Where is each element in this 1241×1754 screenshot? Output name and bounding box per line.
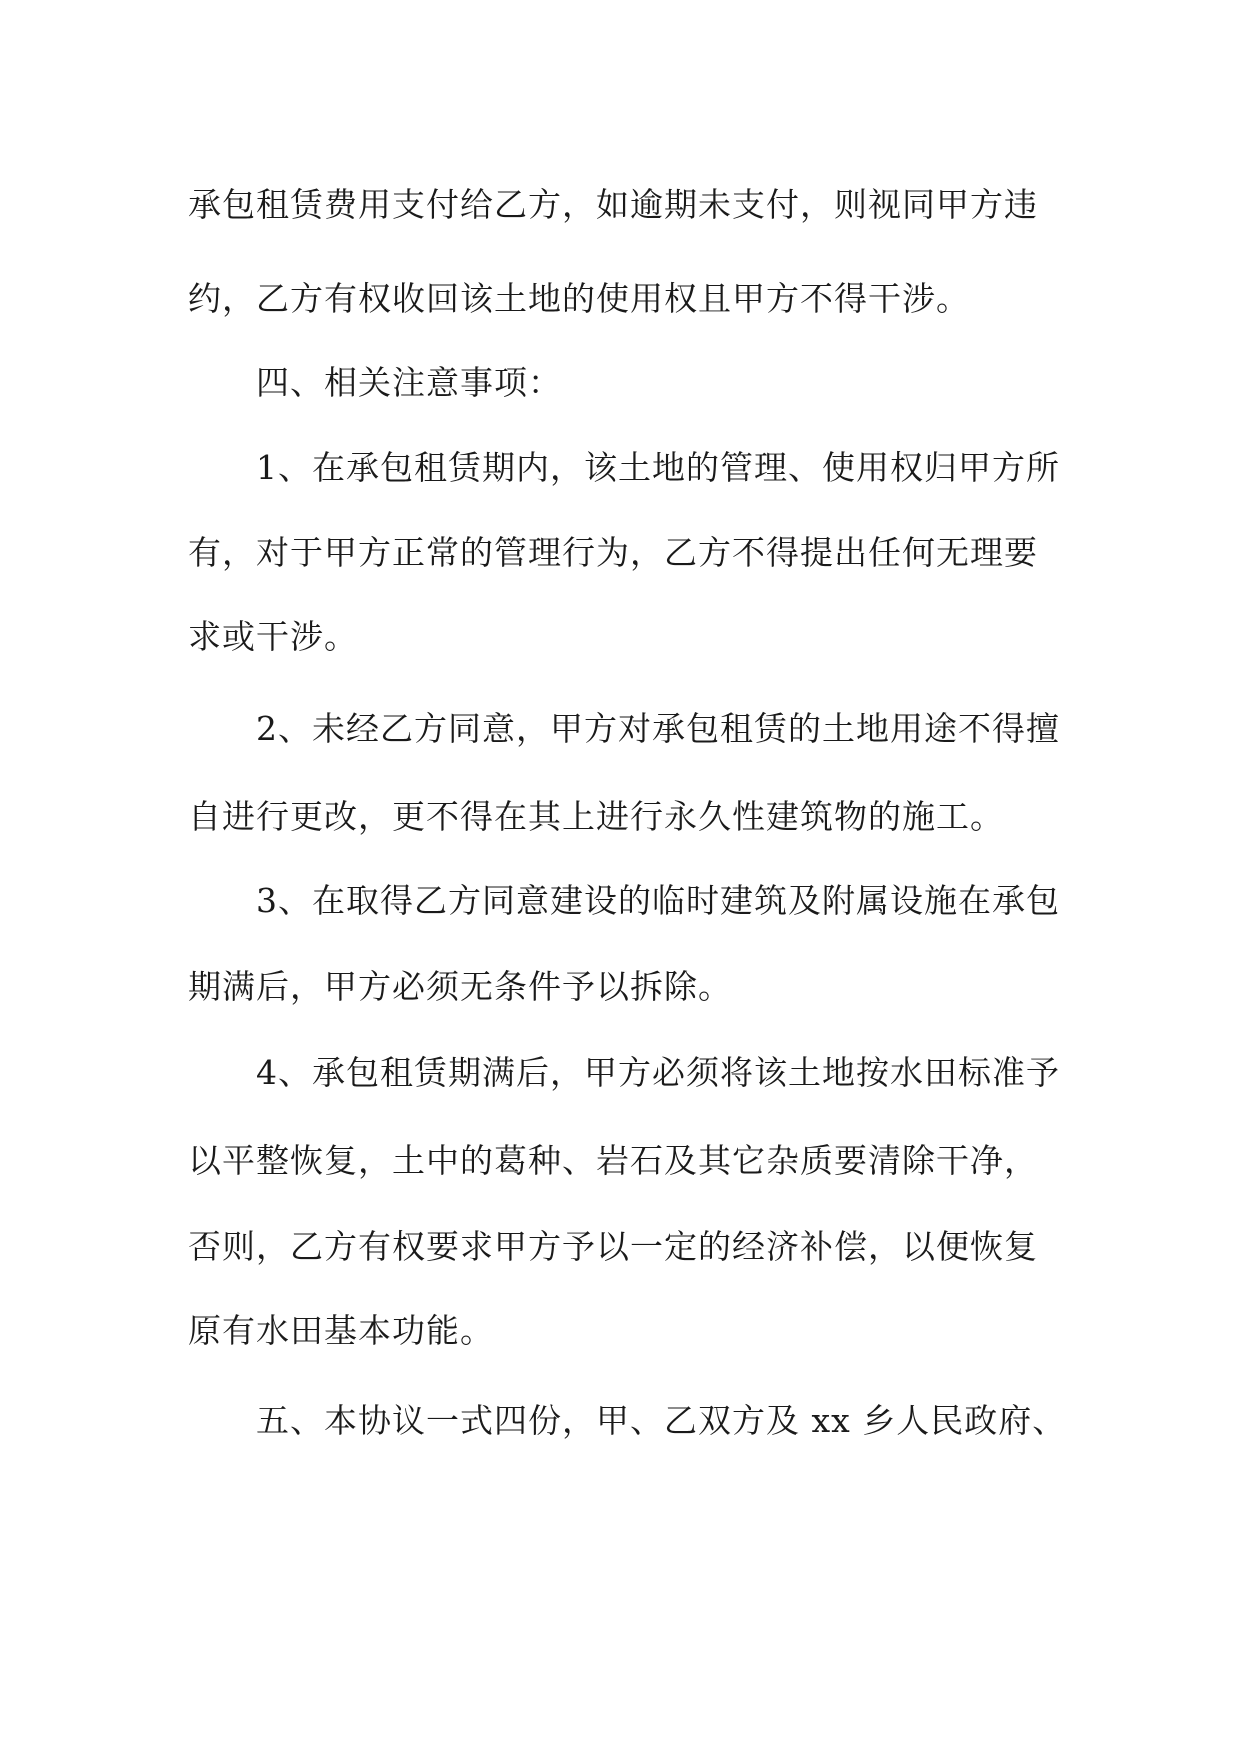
text-line: 原有水田基本功能。 (188, 1311, 494, 1350)
text-line: 五、本协议一式四份，甲、乙双方及 xx 乡人民政府、 (256, 1401, 1067, 1440)
section-heading: 四、相关注意事项： (256, 363, 562, 402)
text-line: 承包租赁费用支付给乙方，如逾期未支付，则视同甲方违 (188, 185, 1038, 224)
text-line: 有，对于甲方正常的管理行为，乙方不得提出任何无理要 (188, 533, 1038, 572)
text-line: 以平整恢复，土中的葛种、岩石及其它杂质要清除干净， (188, 1141, 1038, 1180)
text-line: 1、在承包租赁期内，该土地的管理、使用权归甲方所 (256, 448, 1060, 487)
text-line: 约，乙方有权收回该土地的使用权且甲方不得干涉。 (188, 279, 970, 318)
text-line: 否则，乙方有权要求甲方予以一定的经济补偿，以便恢复 (188, 1227, 1038, 1266)
text-line: 2、未经乙方同意，甲方对承包租赁的土地用途不得擅 (256, 709, 1060, 748)
text-line: 自进行更改，更不得在其上进行永久性建筑物的施工。 (188, 797, 1004, 836)
text-line: 期满后，甲方必须无条件予以拆除。 (188, 967, 732, 1006)
text-line: 求或干涉。 (188, 617, 358, 656)
text-line: 3、在取得乙方同意建设的临时建筑及附属设施在承包 (256, 881, 1060, 920)
text-line: 4、承包租赁期满后，甲方必须将该土地按水田标准予 (256, 1053, 1060, 1092)
